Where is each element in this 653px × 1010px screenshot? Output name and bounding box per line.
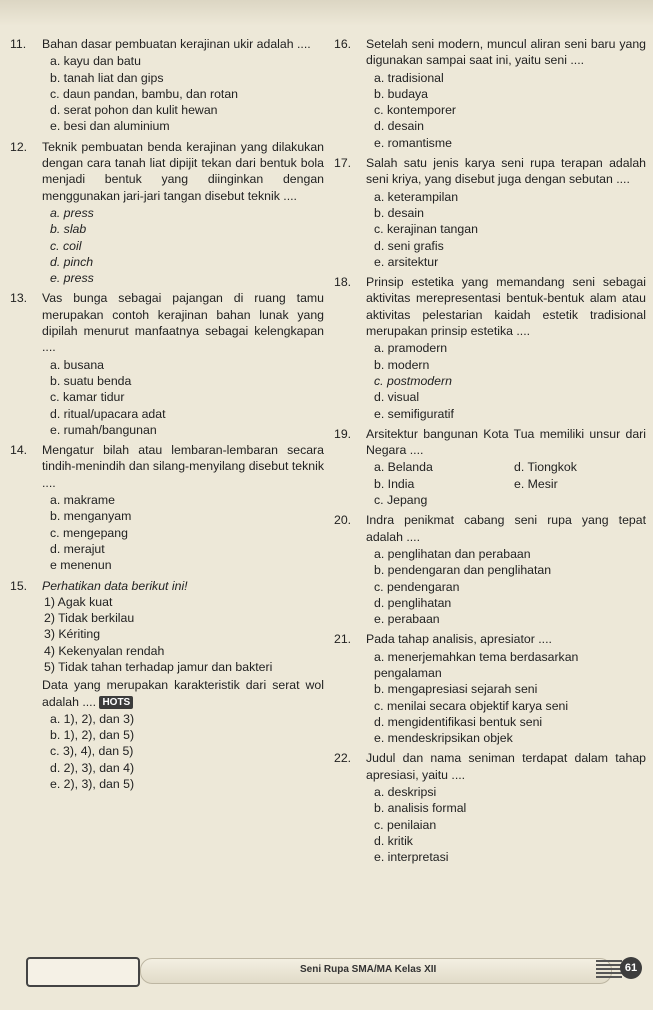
question-20	[334, 512, 646, 627]
option-a: a. deskripsi	[374, 785, 437, 800]
question-stem: Indra penikmat cabang seni rupa yang tepat adalah ....	[366, 513, 646, 544]
option-b: b. tanah liat dan gips	[50, 70, 164, 85]
question-stem: Arsitektur bangunan Kota Tua memiliki unsur dari Negara ....	[366, 426, 646, 458]
question-19	[334, 426, 646, 508]
question-17	[334, 155, 646, 270]
option-d: d. penglihatan	[374, 595, 452, 610]
option-a: a. penglihatan dan perabaan	[374, 546, 531, 561]
option-b: b. analisis formal	[374, 801, 467, 816]
question-number: 20.	[334, 513, 352, 528]
statement-5: 5) Tidak tahan terhadap jamur dan bakteri	[44, 659, 273, 674]
option-c: c. Jepang	[374, 493, 428, 508]
option-d: d. merajut	[50, 541, 105, 556]
question-16	[334, 36, 646, 151]
option-c: c. menilai secara objektif karya seni	[374, 698, 569, 713]
statement-3: 3) Kériting	[44, 627, 101, 642]
option-e: e. mendeskripsikan objek	[374, 731, 513, 746]
question-number: 13.	[10, 291, 28, 306]
option-d: d. visual	[374, 390, 420, 405]
statement-4: 4) Kekenyalan rendah	[44, 643, 165, 658]
option-e: e menenun	[50, 558, 112, 573]
question-number: 19.	[334, 426, 352, 441]
option-c: c. pendengaran	[374, 579, 460, 594]
option-b: b. budaya	[374, 86, 429, 101]
option-b: b. menganyam	[50, 509, 132, 524]
option-a: a. keterampilan	[374, 189, 459, 204]
option-e: e. romantisme	[374, 135, 452, 150]
right-column	[334, 36, 646, 870]
option-b: b. desain	[374, 205, 424, 220]
option-a: a. press	[50, 205, 94, 220]
question-18	[334, 274, 646, 422]
option-e: e. interpretasi	[374, 850, 449, 865]
question-number: 16.	[334, 37, 352, 51]
option-c: c. mengepang	[50, 525, 128, 540]
question-number: 12.	[10, 139, 28, 154]
stripes-decoration	[596, 960, 622, 978]
option-c: c. kerajinan tangan	[374, 222, 478, 237]
question-15	[10, 578, 324, 793]
option-c: c. kamar tidur	[50, 390, 125, 405]
option-d: d. mengidentifikasi bentuk seni	[374, 714, 543, 729]
option-e: e. besi dan aluminium	[50, 119, 170, 134]
question-number: 21.	[334, 632, 352, 647]
option-d: d. 2), 3), dan 4)	[50, 760, 135, 775]
option-b: b. mengapresiasi sejarah seni	[374, 682, 538, 697]
top-border	[0, 0, 653, 26]
question-stem: Prinsip estetika yang memandang seni sebagai aktivitas merepresentasi bentuk-bentuk alam atau aktivitas pelestarian kaidah estetik tradisional merupakan prinsip estetika ....	[366, 275, 646, 339]
question-number: 15.	[10, 578, 28, 593]
option-e: e. perabaan	[374, 612, 440, 627]
option-a: a. kayu dan batu	[50, 54, 141, 69]
question-stem: Bahan dasar pembuatan kerajinan ukir adalah ....	[42, 37, 311, 51]
statement-1: 1) Agak kuat	[44, 594, 113, 609]
question-number: 18.	[334, 275, 352, 290]
option-c: c. coil	[50, 238, 82, 253]
page-number: 61	[620, 957, 642, 979]
question-ask: Data yang merupakan karakteristik dari serat wol adalah ....	[42, 678, 324, 709]
option-a: a. busana	[50, 357, 105, 372]
question-stem: Mengatur bilah atau lembaran-lembaran secara tindih-menindih dan silang-menyilang disebut teknik ....	[42, 443, 324, 490]
option-d: d. ritual/upacara adat	[50, 406, 166, 421]
option-e: e. arsitektur	[374, 254, 439, 269]
question-stem: Setelah seni modern, muncul aliran seni baru yang digunakan sampai saat ini, yaitu seni ....	[366, 37, 646, 68]
statement-2: 2) Tidak berkilau	[44, 611, 135, 626]
option-c: c. daun pandan, bambu, dan rotan	[50, 86, 239, 101]
book-title: Seni Rupa SMA/MA Kelas XII	[300, 964, 437, 975]
page-footer	[0, 955, 653, 985]
option-a: a. menerjemahkan tema berdasarkan pengalaman	[374, 649, 579, 680]
question-number: 17.	[334, 156, 352, 171]
option-e: e. press	[50, 271, 94, 286]
option-d: d. seni grafis	[374, 238, 444, 253]
option-c: c. penilaian	[374, 817, 437, 832]
question-number: 11.	[10, 37, 27, 51]
option-e: e. semifiguratif	[374, 406, 454, 421]
option-a: a. 1), 2), dan 3)	[50, 711, 135, 726]
option-e: e. Mesir	[514, 476, 558, 491]
option-c: c. postmodern	[374, 373, 452, 388]
question-21	[334, 631, 646, 746]
option-b: b. suatu benda	[50, 373, 132, 388]
option-b: b. pendengaran dan penglihatan	[374, 563, 552, 578]
left-column	[10, 36, 324, 796]
question-12	[10, 139, 324, 287]
question-22	[334, 750, 646, 865]
option-d: d. desain	[374, 119, 424, 134]
question-number: 22.	[334, 751, 352, 766]
option-e: e. 2), 3), dan 5)	[50, 777, 135, 792]
footer-box-decoration	[26, 957, 140, 987]
option-b: b. slab	[50, 222, 87, 237]
question-13	[10, 290, 324, 438]
question-stem: Teknik pembuatan benda kerajinan yang dilakukan dengan cara tanah liat dipijit tekan dari bentuk bola menjadi bentuk yang diinginkan dengan menggunakan jari-jari tangan disebut teknik ....	[42, 139, 324, 203]
option-c: c. 3), 4), dan 5)	[50, 744, 134, 759]
question-11	[10, 36, 324, 135]
option-e: e. rumah/bangunan	[50, 422, 157, 437]
question-stem: Salah satu jenis karya seni rupa terapan adalah seni kriya, yang disebut juga dengan sebutan ....	[366, 156, 646, 187]
option-b: b. India	[374, 476, 415, 491]
question-stem: Pada tahap analisis, apresiator ....	[366, 632, 552, 647]
option-d: d. kritik	[374, 833, 413, 848]
question-14	[10, 442, 324, 573]
option-b: b. 1), 2), dan 5)	[50, 728, 135, 743]
option-d: d. pinch	[50, 254, 94, 269]
option-d: d. Tiongkok	[514, 460, 577, 475]
option-b: b. modern	[374, 357, 430, 372]
option-a: a. Belanda	[374, 460, 433, 475]
option-c: c. kontemporer	[374, 103, 457, 118]
question-number: 14.	[10, 443, 28, 458]
option-d: d. serat pohon dan kulit hewan	[50, 103, 218, 118]
question-stem: Vas bunga sebagai pajangan di ruang tamu merupakan contoh kerajinan bahan lunak yang dipilah menurut manfaatnya sebagai kelengkapan ....	[42, 291, 324, 355]
hots-badge: HOTS	[99, 696, 133, 709]
question-stem: Judul dan nama seniman terdapat dalam tahap apresiasi, yaitu ....	[366, 751, 646, 782]
option-a: a. makrame	[50, 493, 115, 508]
question-stem: Perhatikan data berikut ini!	[42, 578, 188, 593]
option-a: a. pramodern	[374, 341, 448, 356]
option-a: a. tradisional	[374, 70, 444, 85]
